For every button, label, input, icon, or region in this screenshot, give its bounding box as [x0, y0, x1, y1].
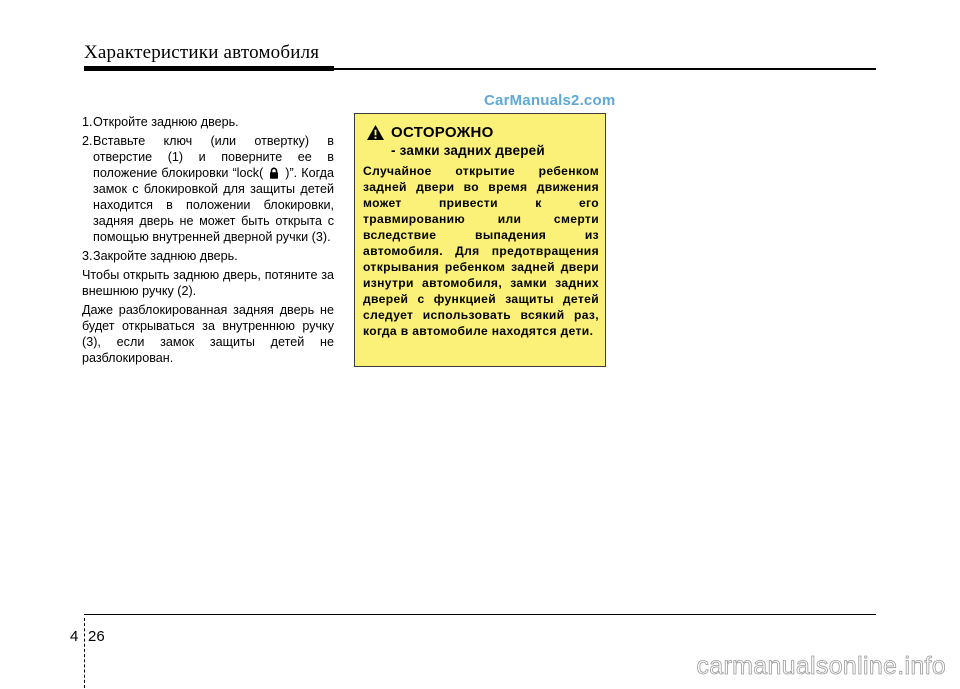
step-1-number: 1. — [82, 115, 93, 129]
title-rule-thin — [334, 68, 876, 70]
watermark-bottom: carmanualsonline.info — [696, 652, 946, 680]
warning-text: Случайное открытие ребенком задней двери во время движения может привести к его травмированию или смерти вследствие выпадения из автомобиля. Для предотвращения открывания ребенком задней двери изнутри автомобиля, замки задних дверей с функцией защиты детей следует использовать всякий раз, когда в автомобиле находятся дети. — [363, 164, 599, 338]
lock-icon — [268, 167, 280, 179]
step-2 — [82, 133, 334, 245]
step-2-number: 2. — [82, 134, 93, 148]
warning-header — [363, 124, 599, 141]
body-column — [82, 114, 334, 369]
step-3-number: 3. — [82, 249, 93, 263]
watermark-top: CarManuals2.com — [484, 92, 616, 109]
paragraph-open-door: Чтобы открыть заднюю дверь, потяните за внешнюю ручку (2). — [82, 268, 334, 298]
title-rule-thick — [84, 66, 334, 71]
step-1 — [82, 114, 334, 130]
page-section-number: 4 — [70, 628, 79, 645]
step-3-text: Закройте заднюю дверь. — [93, 249, 238, 263]
footer-rule — [84, 614, 876, 615]
step-1-text: Откройте заднюю дверь. — [93, 115, 239, 129]
warning-title: ОСТОРОЖНО — [391, 124, 494, 141]
warning-box — [354, 113, 606, 367]
step-3 — [82, 248, 334, 264]
warning-subtitle: - замки задних дверей — [391, 143, 545, 158]
page-title: Характеристики автомобиля — [84, 42, 320, 63]
step-2-text-a: Вставьте ключ (или отвертку) в отверстие (1) и поверните ее в положение блокировки “lock( — [93, 134, 334, 180]
warning-triangle-icon — [366, 124, 385, 141]
footer-vertical-line — [84, 618, 85, 688]
page-number: 26 — [88, 628, 105, 645]
step-2-text-b: )”. Когда замок с блокировкой для защиты детей находится в положении блокировки, задняя дверь не может быть открыта с помощью внутренней дверной ручки (3). — [93, 166, 334, 244]
paragraph-unlocked-door: Даже разблокированная задняя дверь не будет открываться за внутреннюю ручку (3), если замок защиты детей не разблокирован. — [82, 303, 334, 365]
